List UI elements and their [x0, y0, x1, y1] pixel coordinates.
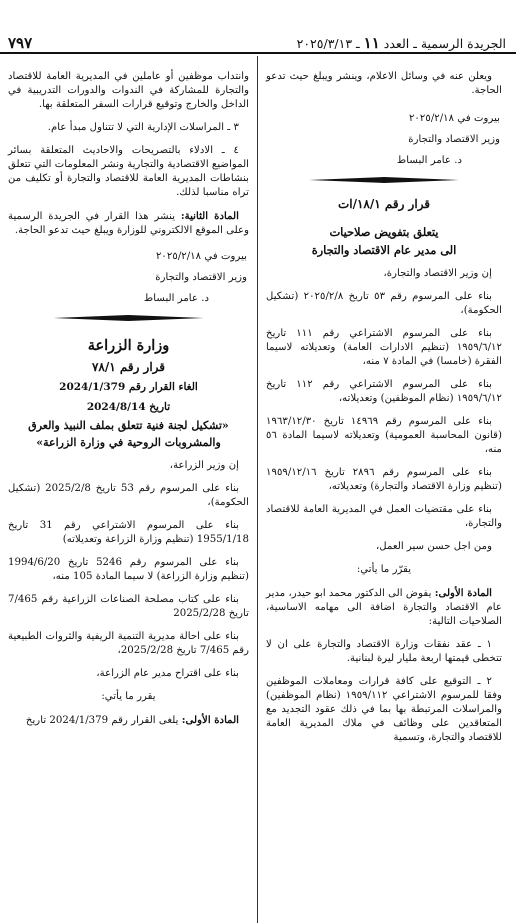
signature-place-date: بيروت في ٢٠٢٥/٢/١٨: [155, 251, 247, 262]
paragraph: إن وزير الزراعة،: [169, 460, 239, 471]
signature-role: وزير الاقتصاد والتجارة: [155, 272, 247, 283]
column-divider: [257, 56, 258, 923]
article-label: المادة الأولى:: [434, 587, 493, 599]
ministry-title: وزارة الزراعة: [87, 337, 170, 354]
cancel-line: الغاء القرار رقم 2024/1/379: [59, 381, 198, 393]
section-separator: [309, 175, 459, 185]
header-rule: [0, 52, 516, 54]
article-text: ينشر هذا القرار في الجريدة الرسمية وعلى الموقع الالكتروني للوزارة ويبلغ حيث تدعو الحاجة.: [8, 211, 249, 236]
page-number: ٧٩٧: [8, 34, 33, 52]
paragraph: بناء على المرسوم رقم ٢٨٩٦ تاريخ ١٩٥٩/١٢/١٦ (تنظيم وزارة الاقتصاد والتجارة) وتعديلاته،: [266, 467, 502, 492]
article-label: المادة الأولى:: [181, 714, 239, 726]
right-column: [266, 70, 502, 754]
decision-number: قرار رقم ١٨/١/ات: [337, 197, 431, 211]
paragraph: ومن اجل حسن سير العمل،: [375, 541, 492, 552]
gazette-header-title: [297, 34, 506, 53]
article-one: [8, 713, 249, 728]
signature-role: وزير الاقتصاد والتجارة: [408, 134, 500, 145]
decision-subject: الى مدير عام الاقتصاد والتجارة: [311, 243, 457, 257]
decision-number: قرار رقم ٧٨/١: [91, 360, 166, 374]
decision-subject: «تشكيل لجنة فنية تتعلق بملف النبيذ والعرق والمشروبات الروحية في وزارة الزراعة»: [28, 419, 229, 449]
list-item: ٢ ـ التوقيع على كافة قرارات ومعاملات الموظفين وفقا للمرسوم الاشتراعي ١٩٥٩/١١٢ (نظام الموظفين) والمراسلات المرتبطة بها بما في ذلك عقود التجديد مع المتعاقدين على وظائف في ملاك المديرية العامة للاقتصاد والتجارة، وتسمية: [266, 676, 502, 743]
article-text: يلغى القرار رقم 2024/1/379 تاريخ: [25, 715, 179, 726]
decision-date: تاريخ 2024/8/14: [86, 401, 171, 413]
section-separator: [54, 313, 204, 323]
signature-name: د. عامر البساط: [143, 293, 209, 304]
paragraph: ويعلن عنه في وسائل الاعلام، وينشر ويبلغ حيث تدعو الحاجة.: [266, 71, 502, 96]
paragraph: بناء على المرسوم رقم 5246 تاريخ 1994/6/20 (تنظيم وزارة الزراعة) لا سيما المادة 105 منه،: [8, 557, 249, 582]
decides-line: يقرّر ما يأتي:: [356, 564, 412, 575]
paragraph: بناء على مقتضيات العمل في المديرية العامة للاقتصاد والتجارة،: [266, 504, 502, 529]
list-item: ٣ ـ المراسلات الإدارية التي لا تتناول مبدأ عام.: [47, 122, 239, 133]
paragraph: إن وزير الاقتصاد والتجارة،: [383, 268, 492, 279]
paragraph: وانتداب موظفين أو عاملين في المديرية العامة للاقتصاد والتجارة للمشاركة في الندوات والدورات التدريبية في الداخل والخارج وتوقيع قرارات السفر المتعلقة بها.: [8, 71, 249, 110]
left-column: [8, 70, 249, 737]
signature-name: د. عامر البساط: [396, 155, 462, 166]
paragraph: بناء على المرسوم رقم ٥٣ تاريخ ٢٠٢٥/٢/٨ (تشكيل الحكومة)،: [266, 291, 502, 316]
paragraph: بناء على المرسوم الاشتراعي رقم ١١٢ تاريخ ١٩٥٩/٦/١٢ (نظام الموظفين) وتعديلاته،: [266, 379, 502, 404]
paragraph: بناء على المرسوم رقم ١٤٩٦٩ تاريخ ١٩٦٣/١٢/٣٠ (قانون المحاسبة العمومية) وتعديلاته لاسيما المادة ٥٦ منه،: [266, 416, 502, 455]
gazette-name: الجريدة الرسمية ـ العدد: [383, 36, 506, 51]
paragraph: بناء على المرسوم الاشتراعي رقم ١١١ تاريخ ١٩٥٩/٦/١٢ (تنظيم الادارات العامة) وتعديلاته لاسيما الفقرة (خامسا) في المادة ٧ منه،: [266, 328, 502, 367]
paragraph: بناء على كتاب مصلحة الصناعات الزراعية رقم 7/465 تاريخ 2025/2/28: [8, 594, 249, 619]
list-item: ١ ـ عقد نفقات وزارة الاقتصاد والتجارة على ان لا تتخطى قيمتها اربعة مليار ليرة لبنانية.: [266, 639, 502, 664]
article-label: المادة الثانية:: [180, 210, 239, 222]
decision-subject: يتعلق بتفويض صلاحيات: [329, 225, 439, 239]
issue-number: ١١: [363, 34, 380, 52]
signature-place-date: بيروت في ٢٠٢٥/٢/١٨: [408, 113, 500, 124]
paragraph: بناء على احالة مديرية التنمية الريفية والثروات الطبيعية رقم 7/465 تاريخ 2025/2/28،: [8, 631, 249, 656]
article-text: يفوض الى الدكتور محمد ابو حيدر، مدير عام الاقتصاد والتجارة اضافة الى مهامه الاساسية، الصلاحيات التالية:: [266, 588, 502, 627]
paragraph: بناء على اقتراح مدير عام الزراعة،: [96, 668, 239, 679]
list-item: ٤ ـ الادلاء بالتصريحات والاحاديث المتعلقة بسائر المواضيع الاقتصادية والتجارية ونشر المعلومات التي تتعلق بنشاطات المديرية العامة للاقتصاد والتجارة أو تكليف من تراه مناسبا لذلك.: [8, 145, 249, 198]
article-one: [266, 586, 502, 629]
paragraph: بناء على المرسوم الاشتراعي رقم 31 تاريخ 1955/1/18 (تنظيم وزارة الزراعة وتعديلاته): [8, 520, 249, 545]
article-two: [8, 209, 249, 238]
decides-line: يقرر ما يأتي:: [101, 691, 156, 702]
paragraph: بناء على المرسوم رقم 53 تاريخ 2025/2/8 (تشكيل الحكومة)،: [8, 483, 249, 508]
issue-date: ـ ٢٠٢٥/٣/١٣: [296, 36, 360, 51]
page-header: [0, 0, 516, 50]
